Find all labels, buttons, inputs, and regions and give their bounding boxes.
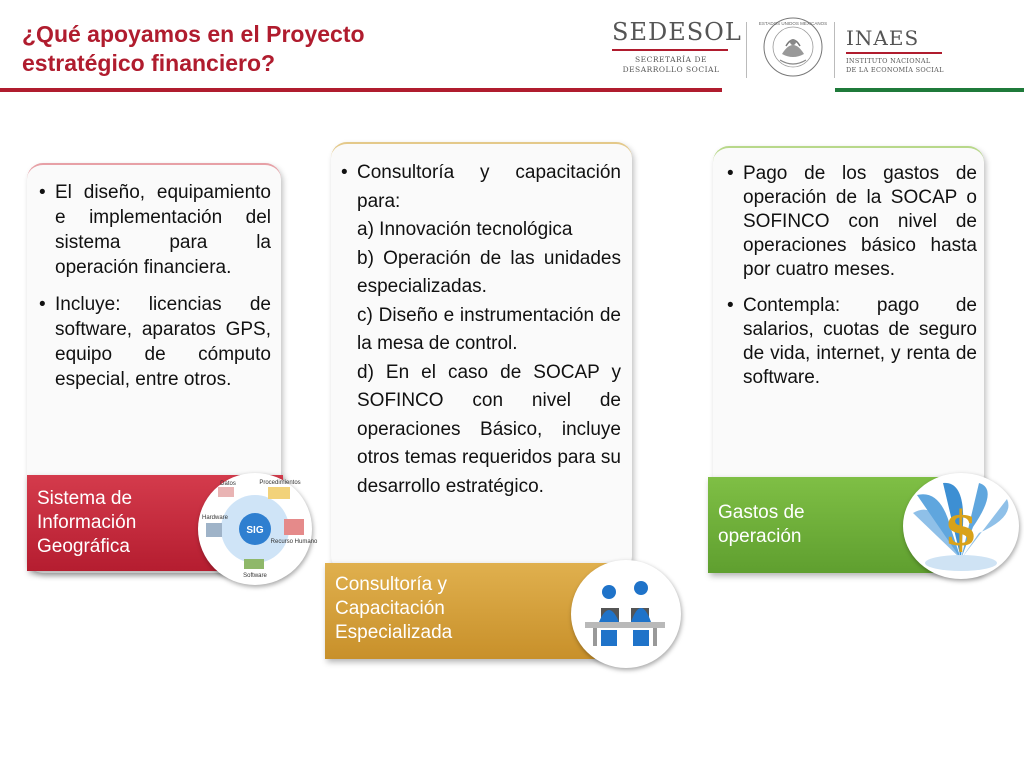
card-gastos-label-text: Gastos de operación <box>718 502 805 547</box>
card-consultoria-bullet-1: • Consultoría y capacitación para: a) Innovación tecnológica b) Operación de las unidades especializadas. c) Diseño e instrumentación de la mesa de control. d) En el caso de SOCAP y SOFINCO con nivel de operaciones Básico, incluye otros temas requeridos para su desarrollo estratégico. <box>337 159 621 501</box>
dollar-sign-icon <box>903 473 1019 579</box>
sig-label-software: Software <box>243 573 267 579</box>
card-gastos-bullet-1: • Pago de los gastos de operación de la SOCAP o SOFINCO con nivel de operaciones básico hasta por cuatro meses. <box>723 162 977 282</box>
inaes-subtitle-2: DE LA ECONOMÍA SOCIAL <box>846 66 944 74</box>
sedesol-subtitle-2: DESARROLLO SOCIAL <box>622 65 720 74</box>
sedesol-logo <box>612 18 742 75</box>
sig-label-datos: Datos <box>220 481 236 487</box>
page-title: ¿Qué apoyamos en el Proyecto estratégico financiero? <box>22 21 365 76</box>
sedesol-logo-bar <box>612 49 728 51</box>
sedesol-name: SEDESOL <box>612 18 742 46</box>
card-consultoria-label-text: Consultoría y Capacitación Especializada <box>335 574 453 643</box>
card-sig-label-text: Sistema de Información Geográfica <box>37 488 137 557</box>
sig-diagram-icon <box>198 473 318 585</box>
svg-text:$: $ <box>944 501 978 557</box>
card-sig-bullet-2: • Incluye: licencias de software, aparatos GPS, equipo de cómputo especial, entre otros. <box>35 292 271 392</box>
gastos-image <box>903 473 1019 579</box>
card-gastos <box>713 146 984 491</box>
card-gastos-bullet-2: • Contempla: pago de salarios, cuotas de seguro de vida, internet, y renta de software. <box>723 294 977 390</box>
sig-center-label: SIG <box>246 525 264 536</box>
logo-divider <box>746 22 747 78</box>
inaes-logo <box>846 26 946 75</box>
consultoria-image <box>571 560 681 668</box>
sig-label-recurso-humano: Recurso Humano <box>270 539 318 545</box>
inaes-logo-bar <box>846 52 942 54</box>
sig-label-procedimientos: Procedimientos <box>259 480 301 486</box>
sig-label-hardware: Hardware <box>201 515 229 521</box>
inaes-name: INAES <box>846 26 920 50</box>
card-consultoria <box>331 142 632 572</box>
header-red-rule <box>0 88 722 92</box>
training-people-icon <box>571 560 681 668</box>
inaes-subtitle-1: INSTITUTO NACIONAL <box>846 57 931 65</box>
card-sig-bullets <box>35 180 271 392</box>
logo-divider-2 <box>834 22 835 78</box>
card-consultoria-bullets <box>337 159 621 501</box>
sig-diagram <box>198 473 318 585</box>
mexico-seal-icon <box>758 16 828 78</box>
sedesol-subtitle-1: SECRETARÍA DE <box>635 55 707 64</box>
card-gastos-bullets <box>723 162 977 390</box>
seal-text: ESTADOS UNIDOS MEXICANOS <box>758 21 828 26</box>
card-sig-bullet-1: • El diseño, equipamiento e implementación del sistema para la operación financiera. <box>35 180 271 280</box>
header-green-rule <box>835 88 1024 92</box>
